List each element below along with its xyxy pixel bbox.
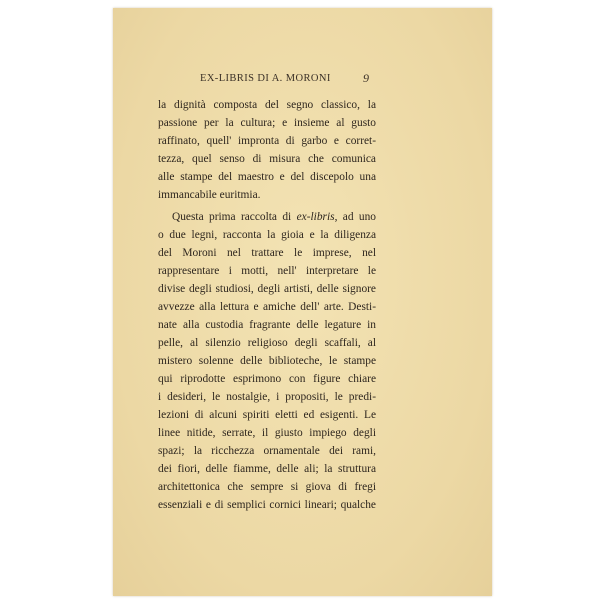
text-line: raffinato, quell' impronta di garbo e corret- <box>158 135 376 147</box>
text-line: dei fiori, delle fiamme, delle ali; la struttura <box>158 463 376 475</box>
text-line: pelle, al silenzio religioso degli scaffali, al <box>158 337 376 349</box>
body-text <box>158 96 376 514</box>
text-line: tezza, quel senso di misura che comunica <box>158 153 376 165</box>
page-number: 9 <box>363 71 369 85</box>
text-line: spazi; la ricchezza ornamentale dei rami, <box>158 445 376 457</box>
text-line: divise degli studiosi, degli artisti, delle signore <box>158 283 376 295</box>
text-line: rappresentare i motti, nell' interpretare le <box>158 265 376 277</box>
text-line: nate alla custodia fragrante delle legature in <box>158 319 376 331</box>
text-line: immancabile euritmia. <box>158 189 261 201</box>
text-line: linee nitide, serrate, il giusto impiego degli <box>158 427 376 439</box>
text-line: avvezze alla lettura e amiche dell' arte. Desti- <box>158 301 376 313</box>
running-head: EX-LIBRIS DI A. MORONI <box>200 73 331 84</box>
text-line: architettonica che sempre si giova di fregi <box>158 481 376 493</box>
text-line: o due legni, racconta la gioia e la diligenza <box>158 229 376 241</box>
text-line: qui riprodotte esprimono con figure chiare <box>158 373 376 385</box>
text-line: i desideri, le nostalgie, i propositi, le predi- <box>158 391 376 403</box>
text-line: mistero solenne delle biblioteche, le stampe <box>158 355 376 367</box>
text-line: del Moroni nel trattare le imprese, nel <box>158 247 376 259</box>
text-line: la dignità composta del segno classico, la <box>158 99 376 111</box>
text-line: lezioni di alcuni spiriti eletti ed esigenti. Le <box>158 409 376 421</box>
italic-term: ex-libris <box>296 211 335 223</box>
text-line: passione per la cultura; e insieme al gusto <box>158 117 376 129</box>
text-line: alle stampe del maestro e del discepolo una <box>158 171 376 183</box>
text-line: essenziali e di semplici cornici lineari; qualche <box>158 499 376 511</box>
text-line: Questa prima raccolta di ex-libris, ad uno <box>172 211 376 223</box>
